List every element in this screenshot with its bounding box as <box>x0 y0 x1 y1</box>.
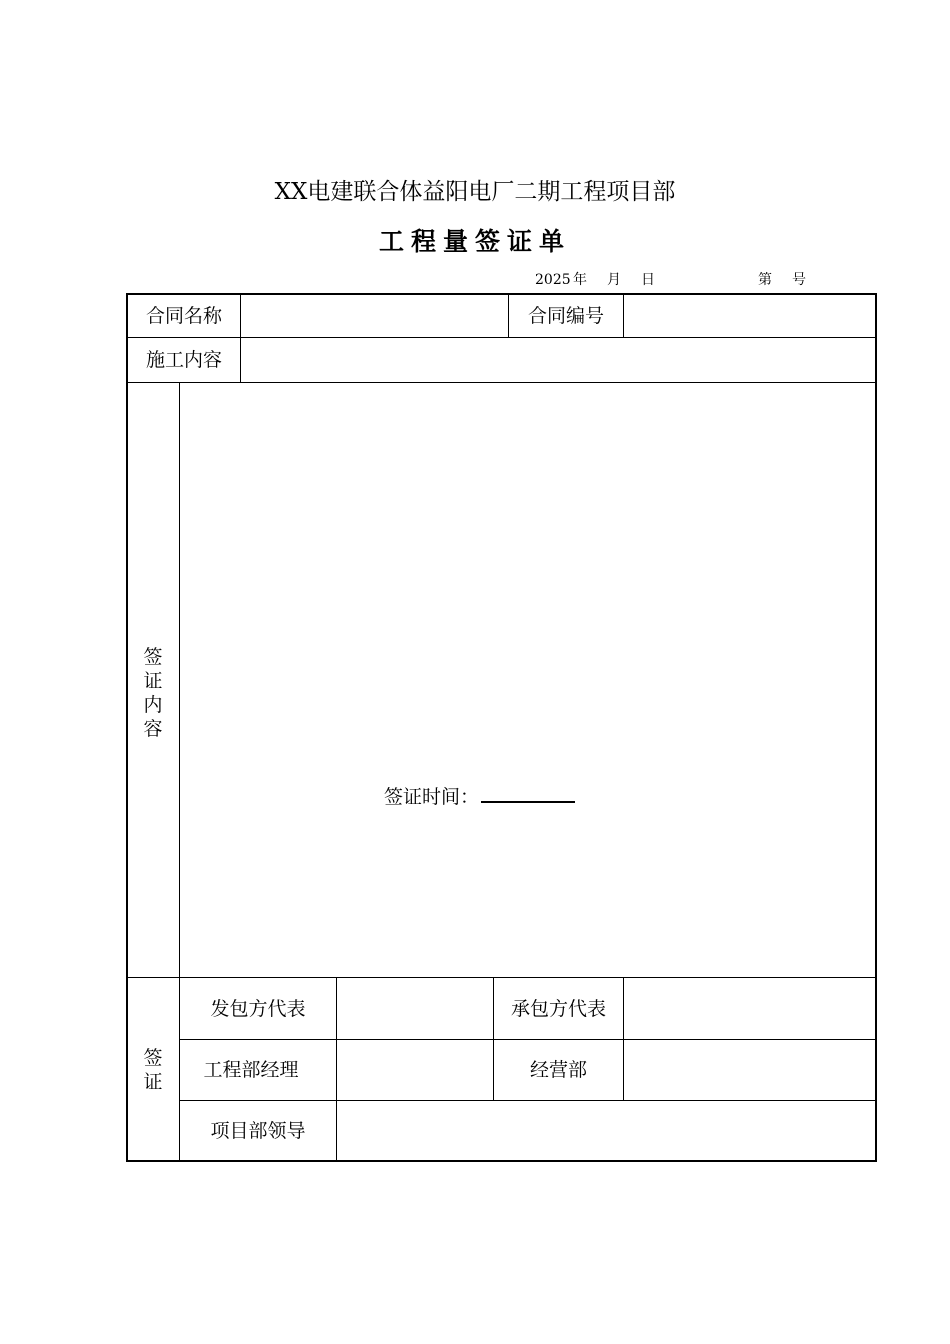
document-title: 工程量签证单 <box>378 227 571 256</box>
organization-title: XX电建联合体益阳电厂二期工程项目部 <box>274 179 676 205</box>
visa-time-label: 签证时间： <box>384 786 480 808</box>
project-leader-signature-field[interactable] <box>337 1101 876 1161</box>
contract-name-field[interactable] <box>241 295 508 337</box>
visa-time <box>384 781 575 809</box>
contractor-rep-label: 承包方代表 <box>510 997 606 1020</box>
project-leader-label: 项目部领导 <box>210 1120 306 1142</box>
signature-section-label: 签证 <box>143 1047 163 1093</box>
date-month-unit: 月 <box>607 272 621 288</box>
employer-rep-label: 发包方代表 <box>210 997 306 1020</box>
contract-name-label: 合同名称 <box>145 305 222 327</box>
employer-rep-signature-field[interactable] <box>337 978 493 1039</box>
contractor-rep-signature-field[interactable] <box>624 978 876 1039</box>
engineering-manager-signature-field[interactable] <box>337 1040 493 1100</box>
visa-content-label: 签证内容 <box>143 646 163 740</box>
visa-content-field[interactable] <box>180 383 876 977</box>
visa-time-field[interactable] <box>481 781 575 803</box>
work-content-field[interactable] <box>241 338 876 382</box>
serial-suffix: 号 <box>792 272 806 288</box>
work-content-label: 施工内容 <box>145 349 222 371</box>
serial-prefix: 第 <box>758 272 772 288</box>
date-day-unit: 日 <box>641 272 655 288</box>
date-year: 2025 <box>535 272 571 288</box>
date-year-unit: 年 <box>573 272 587 288</box>
business-dept-signature-field[interactable] <box>624 1040 876 1100</box>
business-dept-label: 经营部 <box>529 1059 587 1081</box>
contract-number-label: 合同编号 <box>527 305 604 327</box>
engineering-manager-label: 工程部经理 <box>203 1059 299 1081</box>
contract-number-field[interactable] <box>624 295 876 337</box>
